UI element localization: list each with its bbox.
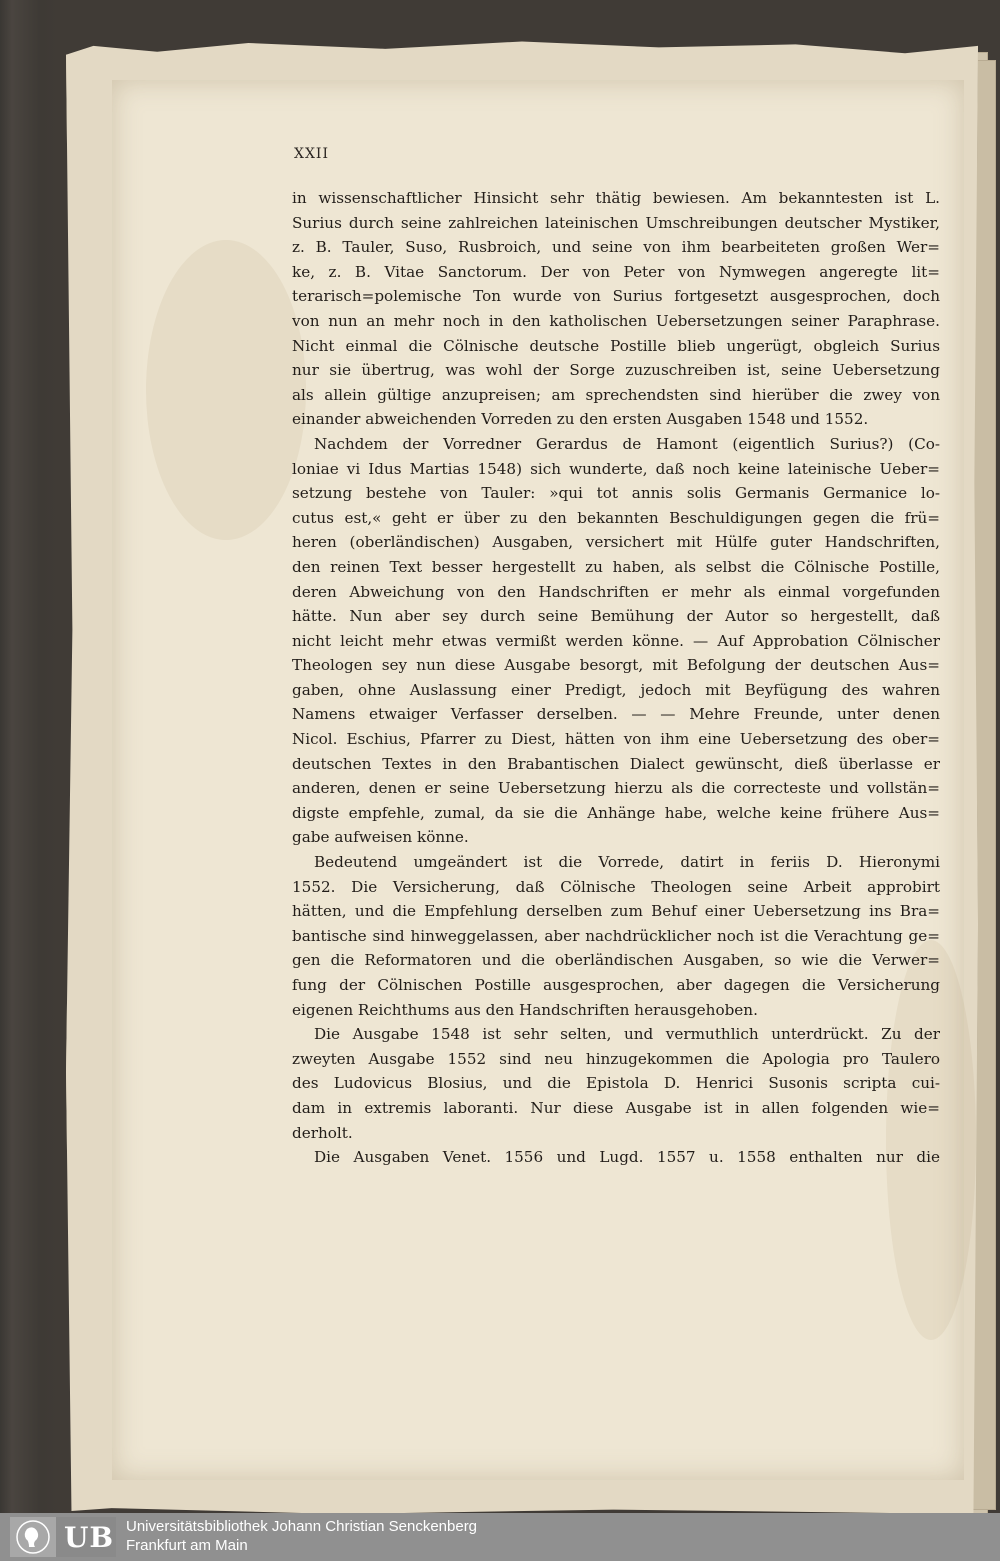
institution-name: Universitätsbibliothek Johann Christian Senckenberg <box>126 1518 478 1535</box>
text-line: als allein gültige anzupreisen; am sprechendsten sind hierüber die zwey von <box>292 385 940 404</box>
text-line: gabe aufweisen könne. <box>292 828 469 847</box>
text-line: Nachdem der Vorredner Gerardus de Hamont (eigentlich Surius?) (Co- <box>314 434 940 453</box>
text-line: Theologen sey nun diese Ausgabe besorgt, mit Befolgung der deutschen Aus= <box>292 656 940 675</box>
text-line: Die Ausgaben Venet. 1556 und Lugd. 1557 u. 1558 enthalten nur die <box>314 1148 940 1167</box>
text-line: von nun an mehr noch in den katholischen Uebersetzungen seiner Paraphrase. <box>292 311 940 330</box>
text-line: cutus est,« geht er über zu den bekannten Beschuldigungen gegen die frü= <box>292 508 940 527</box>
text-line: hätte. Nun aber sey durch seine Bemühung der Autor so hergestellt, daß <box>292 607 940 626</box>
paper-stain <box>146 240 306 540</box>
text-line: deutschen Textes in den Brabantischen Dialect gewünscht, dieß überlasse er <box>292 754 940 773</box>
text-line: heren (oberländischen) Ausgaben, versichert mit Hülfe guter Handschriften, <box>292 533 940 552</box>
text-line: gaben, ohne Auslassung einer Predigt, jedoch mit Beyfügung des wahren <box>292 680 940 699</box>
ub-logo-text: UB <box>64 1521 115 1554</box>
text-line: den reinen Text besser hergestellt zu haben, als selbst die Cölnische Postille, <box>292 557 940 576</box>
text-line: ke, z. B. Vitae Sanctorum. Der von Peter von Nymwegen angeregte lit= <box>292 262 940 281</box>
text-line: gen die Reformatoren und die oberländischen Ausgaben, so wie die Verwer= <box>292 951 940 970</box>
institution-city: Frankfurt am Main <box>126 1537 248 1554</box>
text-line: fung der Cölnischen Postille ausgesprochen, aber dagegen die Versicherung <box>292 976 940 994</box>
text-line: des Ludovicus Blosius, und die Epistola D. Henrici Susonis scripta cui- <box>292 1074 940 1093</box>
text-line: loniae vi Idus Martias 1548) sich wunderte, daß noch keine lateinische Ueber= <box>292 459 940 478</box>
text-line: z. B. Tauler, Suso, Rusbroich, und seine von ihm bearbeiteten großen Wer= <box>292 238 940 257</box>
text-line: einander abweichenden Vorreden zu den ersten Ausgaben 1548 und 1552. <box>292 410 869 429</box>
text-line: in wissenschaftlicher Hinsicht sehr thätig bewiesen. Am bekanntesten ist L. <box>292 189 940 207</box>
text-line: nur sie übertrug, was wohl der Sorge zuzuschreiben ist, seine Uebersetzung <box>292 361 940 380</box>
text-line: Die Ausgabe 1548 ist sehr selten, und vermuthlich unterdrückt. Zu der <box>314 1025 940 1044</box>
page-number: XXII <box>294 146 329 162</box>
text-line: dam in extremis laboranti. Nur diese Ausgabe ist in allen folgenden wie= <box>292 1098 940 1117</box>
text-line: Surius durch seine zahlreichen lateinischen Umschreibungen deutscher Mystiker, <box>292 213 940 232</box>
text-line: anderen, denen er seine Uebersetzung hierzu als die correcteste und vollstän= <box>292 779 940 798</box>
text-line: terarisch=polemische Ton wurde von Surius fortgesetzt ausgesprochen, doch <box>292 287 940 306</box>
text-line: Nicht einmal die Cölnische deutsche Postille blieb ungerügt, obgleich Surius <box>292 336 940 355</box>
text-line: nicht leicht mehr etwas vermißt werden könne. — Auf Approbation Cölnischer <box>292 631 940 650</box>
page-text <box>292 186 940 1170</box>
text-line: setzung bestehe von Tauler: »qui tot annis solis Germanis Germanice lo- <box>292 484 940 503</box>
text-line: Namens etwaiger Verfasser derselben. — — Mehre Freunde, unter denen <box>292 705 940 724</box>
text-line: deren Abweichung von den Handschriften er mehr als einmal vorgefunden <box>292 582 940 601</box>
text-line: zweyten Ausgabe 1552 sind neu hinzugekommen die Apologia pro Taulero <box>292 1049 940 1068</box>
text-line: bantische sind hinweggelassen, aber nachdrücklicher noch ist die Verachtung ge= <box>292 926 940 945</box>
text-line: digste empfehle, zumal, da sie die Anhänge habe, welche keine frühere Aus= <box>292 803 940 822</box>
text-line: 1552. Die Versicherung, daß Cölnische Theologen seine Arbeit approbirt <box>292 877 940 896</box>
text-line: derholt. <box>292 1123 353 1142</box>
text-line: eigenen Reichthums aus den Handschriften herausgehoben. <box>292 1000 758 1019</box>
text-line: Nicol. Eschius, Pfarrer zu Diest, hätten von ihm eine Uebersetzung des ober= <box>292 730 940 749</box>
text-line: hätten, und die Empfehlung derselben zum Behuf einer Uebersetzung ins Bra= <box>292 902 940 921</box>
text-line: Bedeutend umgeändert ist die Vorrede, datirt in feriis D. Hieronymi <box>314 853 940 872</box>
